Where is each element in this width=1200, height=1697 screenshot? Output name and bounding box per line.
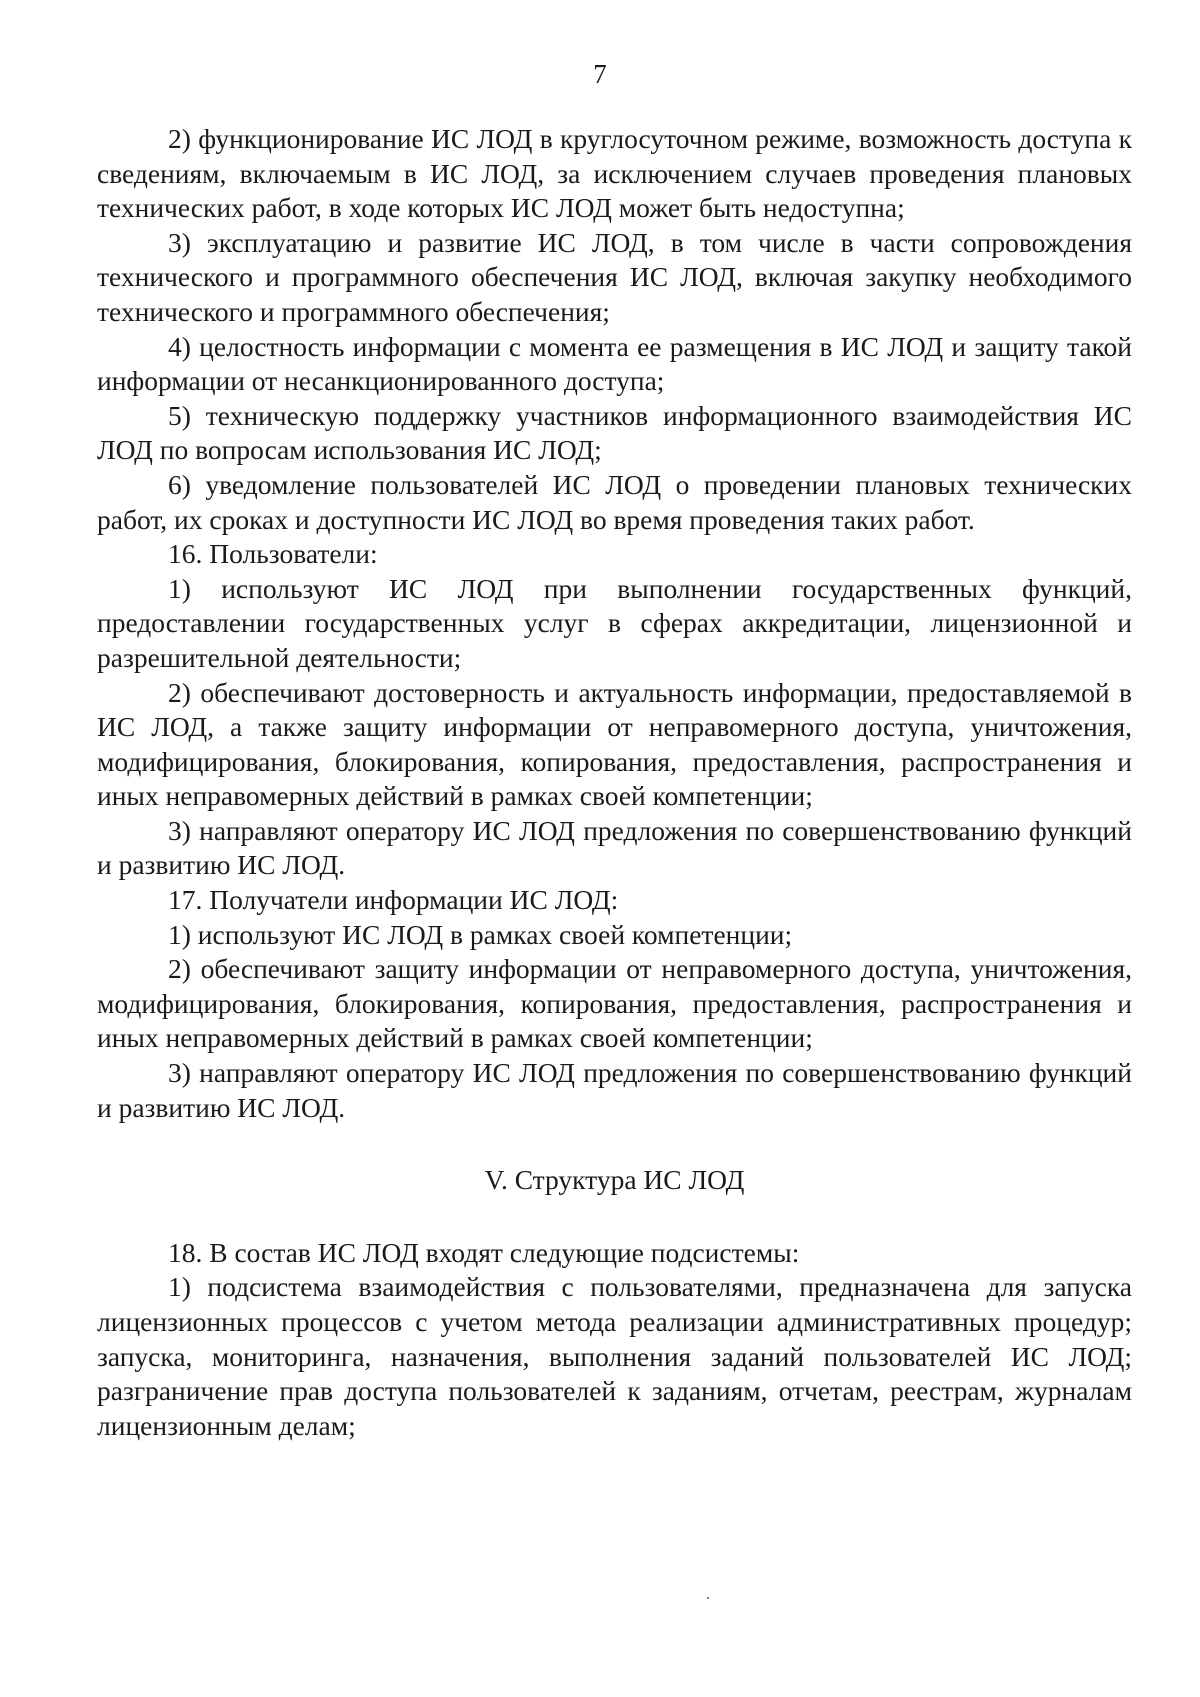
document-body: [97, 122, 1132, 1443]
clause-18-heading: 18. В состав ИС ЛОД входят следующие подсистемы:: [168, 1236, 800, 1268]
section-heading: V. Структура ИС ЛОД: [484, 1164, 745, 1196]
paragraph-item-3-operation-development: 3) эксплуатацию и развитие ИС ЛОД, в том числе в части сопровождения технического и программного обеспечения ИС ЛОД, включая закупку необходимого технического и программного обеспечения;: [97, 226, 1132, 327]
clause-17-item-2: 2) обеспечивают защиту информации от неправомерного доступа, уничтожения, модифицирования, блокирования, копирования, предоставления, распространения и иных неправомерных действий в рамках своей компетенции;: [97, 953, 1132, 1054]
paragraph-item-2-round-the-clock: 2) функционирование ИС ЛОД в круглосуточном режиме, возможность доступа к сведениям, включаемым в ИС ЛОД, за исключением случаев проведения плановых технических работ, в ходе которых ИС ЛОД может быть недоступна;: [97, 123, 1132, 224]
paragraph-item-4-integrity: 4) целостность информации с момента ее размещения в ИС ЛОД и защиту такой информации от несанкционированного доступа;: [97, 330, 1132, 397]
clause-16-item-3: 3) направляют оператору ИС ЛОД предложения по совершенствованию функций и развитию ИС ЛОД.: [97, 814, 1132, 881]
clause-17-item-3: 3) направляют оператору ИС ЛОД предложения по совершенствованию функций и развитию ИС ЛОД.: [97, 1057, 1132, 1123]
page-number: 7: [593, 59, 607, 89]
clause-17-heading: 17. Получатели информации ИС ЛОД:: [168, 884, 619, 916]
paragraph-item-6-notification: 6) уведомление пользователей ИС ЛОД о проведении плановых технических работ, их сроках и доступности ИС ЛОД во время проведения таких работ.: [97, 468, 1132, 535]
clause-18-item-1: 1) подсистема взаимодействия с пользователями, предназначена для запуска лицензионных процессов с учетом метода реализации административных процедур; запуска, мониторинга, назначения, выполнения заданий пользователей ИС ЛОД; разграничение прав доступа пользователей к заданиям, отчетам, реестрам, журналам лицензионным делам;: [97, 1271, 1132, 1441]
clause-16-heading: 16. Пользователи:: [168, 538, 378, 570]
clause-16-item-2: 2) обеспечивают достоверность и актуальность информации, предоставляемой в ИС ЛОД, а также защиту информации от неправомерного доступа, уничтожения, модифицирования, блокирования, копирования, предоставления, распространения и иных неправомерных действий в рамках своей компетенции;: [97, 676, 1132, 812]
paragraph-item-5-technical-support: 5) техническую поддержку участников информационного взаимодействия ИС ЛОД по вопросам использования ИС ЛОД;: [97, 399, 1132, 466]
clause-17-item-1: 1) используют ИС ЛОД в рамках своей компетенции;: [168, 918, 793, 950]
scan-speck: [707, 1597, 709, 1599]
clause-16-item-1: 1) используют ИС ЛОД при выполнении государственных функций, предоставлении государственных услуг в сферах аккредитации, лицензионной и разрешительной деятельности;: [97, 572, 1132, 673]
